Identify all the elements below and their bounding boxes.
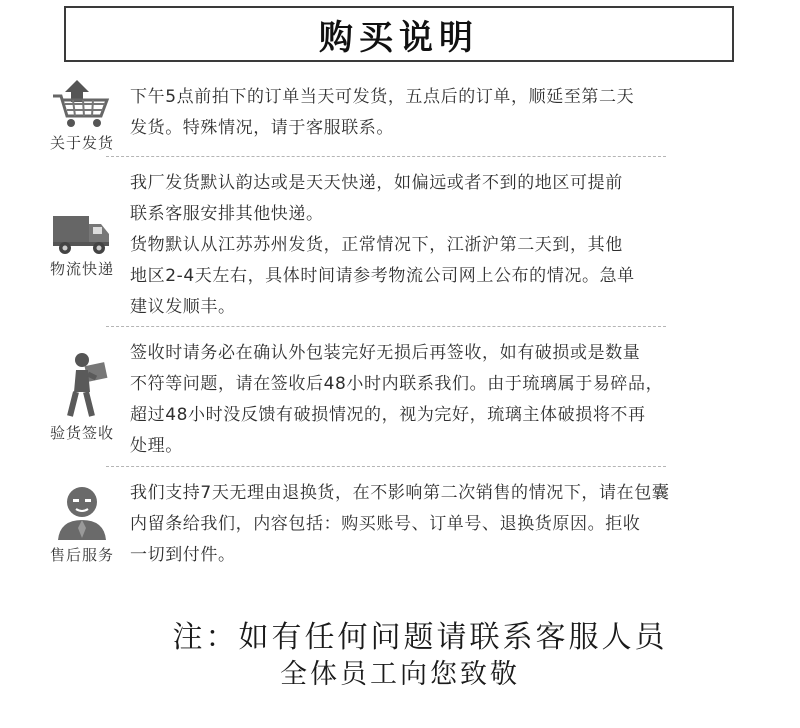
courier-with-package-icon	[34, 350, 130, 420]
text-line: 联系客服安排其他快递。	[130, 204, 324, 224]
text-line: 我们支持7天无理由退换货，在不影响第二次销售的情况下，请在包囊	[130, 483, 670, 503]
logistics-text	[130, 168, 760, 323]
page-title: 购买说明	[319, 17, 479, 58]
text-line: 货物默认从江苏苏州发货，正常情况下，江浙沪第二天到，其他	[130, 235, 623, 255]
text-line: 内留条给我们，内容包括：购买账号、订单号、退换货原因。拒收	[130, 514, 641, 534]
inspection-label: 验货签收	[49, 424, 114, 442]
shipping-icon-column	[34, 78, 130, 153]
text-line: 地区2-4天左右，具体时间请参考物流公司网上公布的情况。急单	[130, 266, 635, 286]
text-line: 发货。特殊情况，请于客服联系。	[130, 118, 394, 138]
section-divider	[106, 326, 666, 327]
delivery-truck-icon	[34, 212, 130, 256]
inspection-text	[130, 338, 760, 462]
section-divider	[106, 156, 666, 157]
text-line: 不符等问题，请在签收后48小时内联系我们。由于琉璃属于易碎品，	[130, 374, 664, 394]
text-line: 处理。	[130, 436, 183, 456]
text-line: 建议发顺丰。	[130, 297, 236, 317]
shipping-label: 关于发货	[49, 134, 114, 152]
after-sales-text	[130, 478, 760, 571]
after-sales-label: 售后服务	[49, 546, 114, 564]
text-line: 我厂发货默认韵达或是天天快递，如偏远或者不到的地区可提前	[130, 173, 623, 193]
logistics-label: 物流快递	[49, 260, 114, 278]
contact-note: 注：如有任何问题请联系客服人员	[172, 620, 668, 655]
section-divider	[106, 466, 666, 467]
after-sales-icon-column	[34, 482, 130, 565]
customer-service-person-icon	[34, 482, 130, 542]
shipping-text	[130, 82, 760, 144]
text-line: 超过48小时没反馈有破损情况的，视为完好，琉璃主体破损将不再	[130, 405, 646, 425]
inspection-icon-column	[34, 350, 130, 443]
page-title-box	[64, 6, 734, 62]
text-line: 签收时请务必在确认外包装完好无损后再签收，如有破损或是数量	[130, 343, 641, 363]
staff-regards-note: 全体员工向您致敬	[280, 659, 520, 690]
logistics-icon-column	[34, 212, 130, 279]
text-line: 一切到付件。	[130, 545, 236, 565]
shopping-cart-icon	[34, 78, 130, 130]
text-line: 下午5点前拍下的订单当天可发货，五点后的订单，顺延至第二天	[130, 87, 635, 107]
